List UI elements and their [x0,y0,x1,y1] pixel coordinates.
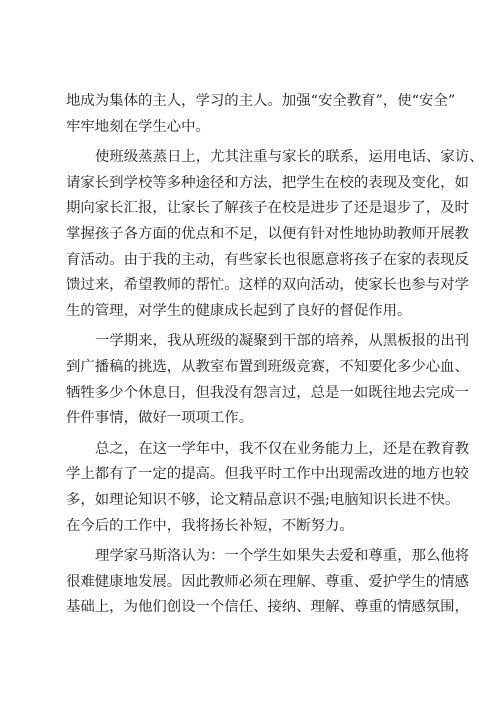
paragraph-3 [66,329,470,431]
text-line: 很难健康地发展。因此教师必须在理解、尊重、爱护学生的情感 [66,573,469,590]
paragraph-4 [66,437,470,539]
text-line: 馈过来，希望教师的帮忙。这样的双向活动，使家长也参与对学 [66,277,469,294]
text-line: 基础上，为他们创设一个信任、接纳、理解、尊重的情感氛围， [66,599,469,616]
text-line: 到广播稿的挑选，从教室布置到班级竞赛，不知要化多少心血、 [66,358,469,375]
text-line: 理学家马斯洛认为：一个学生如果失去爱和尊重，那么他将 [95,548,470,565]
text-line: 在今后的工作中，我将扬长补短，不断努力。 [66,517,354,534]
text-line: 育活动。由于我的主动，有些家长也很愿意将孩子在家的表现反 [66,251,469,268]
text-line: 学上都有了一定的提高。但我平时工作中出现需改进的地方也较 [66,466,469,483]
text-line: 件件事情，做好一项项工作。 [66,410,254,427]
text-line: 多，如理论知识不够，论文精品意识不强;电脑知识长进不快。 [66,491,460,508]
text-line: 总之，在这一学年中，我不仅在业务能力上，还是在教育教 [95,440,470,457]
text-line: 期向家长汇报，让家长了解孩子在校是进步了还是退步了，及时 [66,200,469,217]
text-line: 掌握孩子各方面的优点和不足，以便有针对性地协助教师开展教 [66,225,469,242]
text-line: 使班级蒸蒸日上，尤其注重与家长的联系，运用电话、家访、 [95,149,484,166]
text-line: 地成为集体的主人，学习的主人。加强“安全教育”，使“安全” [66,93,456,109]
text-line: 一学期来，我从班级的凝聚到干部的培养，从黑板报的出刊 [95,333,470,350]
document-body [66,89,484,621]
paragraph-2 [66,145,484,324]
paragraph-1 [66,89,456,140]
text-line: 生的管理，对学生的健康成长起到了良好的督促作用。 [66,302,412,319]
paragraph-5 [66,544,470,621]
text-line: 牺牲多少个休息日，但我没有怨言过，总是一如既往地去完成一 [66,384,469,401]
text-line: 牢牢地刻在学生心中。 [66,118,210,135]
text-line: 请家长到学校等多种途径和方法，把学生在校的表现及变化，如 [66,174,469,191]
